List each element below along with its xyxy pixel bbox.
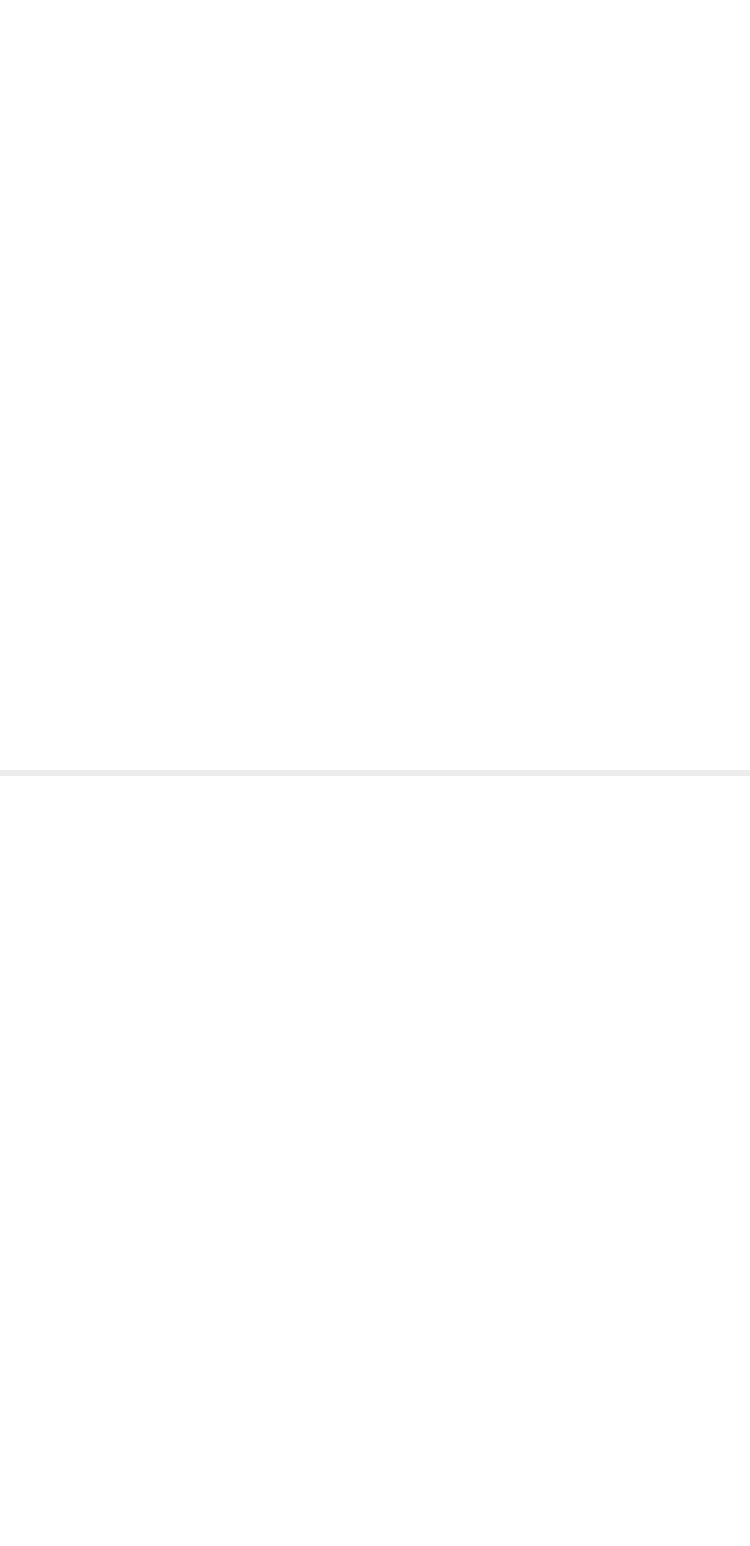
top-page — [0, 0, 750, 770]
bottom-page — [0, 776, 750, 1546]
